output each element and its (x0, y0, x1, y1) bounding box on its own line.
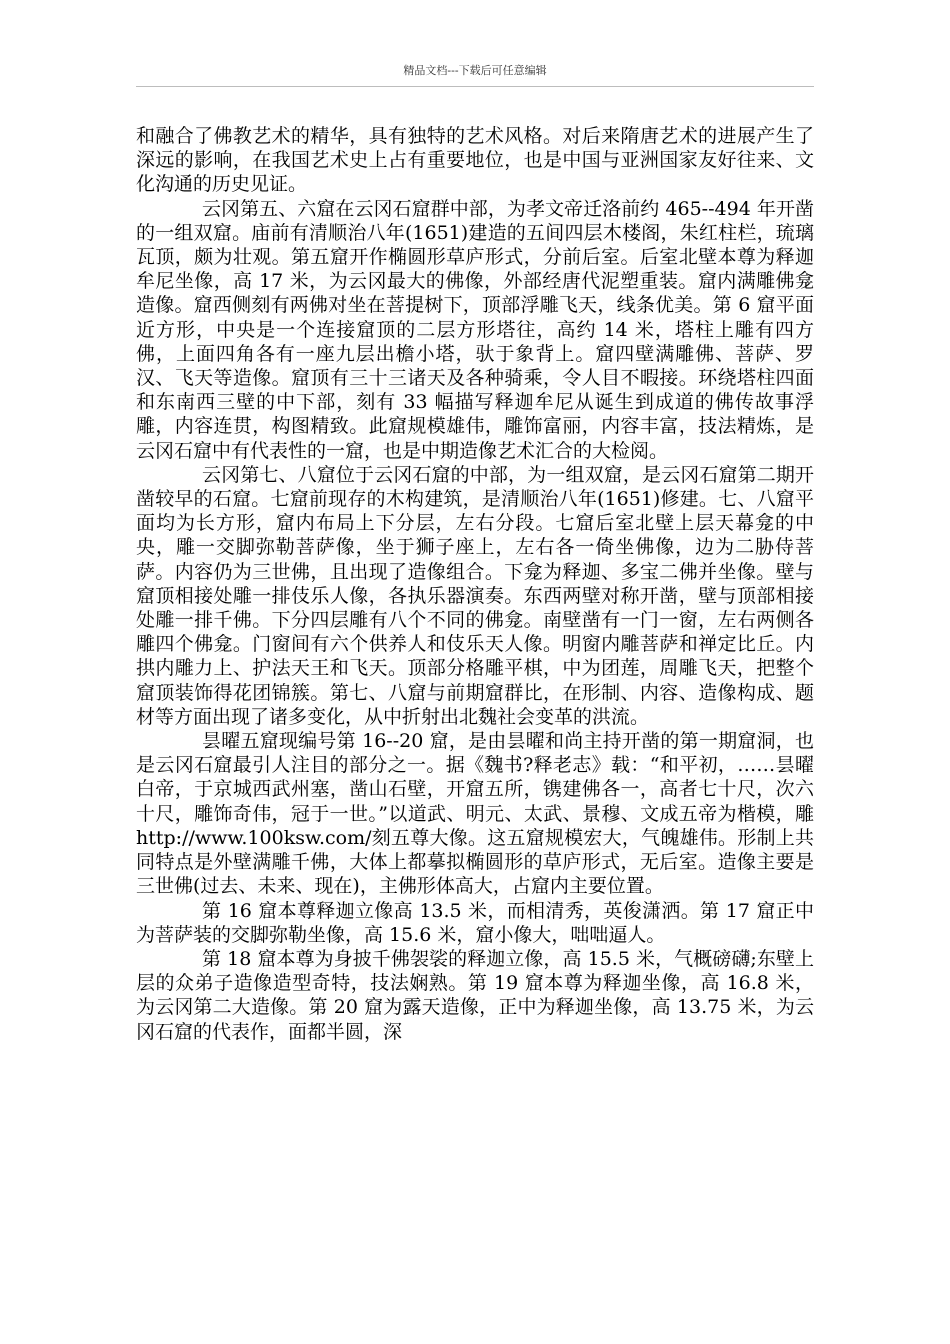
header-divider (136, 86, 814, 87)
page-header: 精品文档---下载后可任意编辑 (403, 64, 547, 77)
paragraph: 云冈第五、六窟在云冈石窟群中部，为孝文帝迁洛前约 465--494 年开凿的一组双窟。庙前有清顺治八年(1651)建造的五间四层木楼阁，朱红柱栏，琉璃瓦顶，颇为壮观。第五窟开作椭圆形草庐形式，分前后室。后室北壁本尊为释迦牟尼坐像，高 17 米，为云冈最大的佛像，外部经唐代泥塑重装。窟内满雕佛龛造像。窟西侧刻有两佛对坐在菩提树下，顶部浮雕飞天，线条优美。第 6 窟平面近方形，中央是一个连接窟顶的二层方形塔往，高约 14 米，塔柱上雕有四方佛，上面四角各有一座九层出檐小塔，驮于象背上。窟四壁满雕佛、菩萨、罗汉、飞天等造像。窟顶有三十三诸天及各种骑乘，令人目不暇接。环绕塔柱四面和东南西三壁的中下部，刻有 33 幅描写释迦牟尼从诞生到成道的佛传故事浮雕，内容连贯，构图精致。此窟规模雄伟，雕饰富丽，内容丰富，技法精炼，是云冈石窟中有代表性的一窟，也是中期造像艺术汇合的大检阅。 (136, 197, 814, 462)
paragraph: 和融合了佛教艺术的精华，具有独特的艺术风格。对后来隋唐艺术的进展产生了深远的影响，在我国艺术史上占有重要地位，也是中国与亚洲国家友好往来、文化沟通的历史见证。 (136, 125, 814, 196)
paragraph: 第 16 窟本尊释迦立像高 13.5 米，而相清秀，英俊潇洒。第 17 窟正中为菩萨装的交脚弥勒坐像，高 15.6 米，窟小像大，咄咄逼人。 (136, 899, 814, 946)
paragraph: 第 18 窟本尊为身披千佛袈裟的释迦立像，高 15.5 米，气概磅礴;东壁上层的众弟子造像造型奇特，技法娴熟。第 19 窟本尊为释迦坐像，高 16.8 米，为云冈第二大造像。第 20 窟为露天造像，正中为释迦坐像，高 13.75 米，为云冈石窟的代表作，面都半圆，深 (136, 947, 814, 1043)
paragraph: 昙曜五窟现编号第 16--20 窟，是由昙曜和尚主持开凿的第一期窟洞，也是云冈石窟最引人注目的部分之一。据《魏书?释老志》载：“和平初，……昙曜白帝，于京城西武州塞，凿山石壁，开窟五所，镌建佛各一，高者七十尺，次六十尺，雕饰奇伟，冠于一世。”以道武、明元、太武、景穆、文成五帝为楷模，雕 http://www.100ksw.com/刻五尊大像。这五窟规模宏大，气魄雄伟。形制上共同特点是外壁满雕千佛，大体上都摹拟椭圆形的草庐形式，无后室。造像主要是三世佛(过去、未来、现在)，主佛形体高大，占窟内主要位置。 (136, 730, 814, 898)
paragraph: 云冈第七、八窟位于云冈石窟的中部，为一组双窟，是云冈石窟第二期开凿较早的石窟。七窟前现存的木构建筑，是清顺治八年(1651)修建。七、八窟平面均为长方形，窟内布局上下分层，左右分段。七窟后室北壁上层天幕龛的中央，雕一交脚弥勒菩萨像，坐于狮子座上，左右各一倚坐佛像，边为二胁侍菩萨。内容仍为三世佛，且出现了造像组合。下龛为释迦、多宝二佛并坐像。壁与窟顶相接处雕一排伎乐人像，各执乐器演奏。东西两壁对称开凿，壁与顶部相接处雕一排千佛。下分四层雕有八个不同的佛龛。南壁凿有一门一窗，左右两侧各雕四个佛龛。门窗间有六个供养人和伎乐天人像。明窗内雕菩萨和禅定比丘。内拱内雕力上、护法天王和飞天。顶部分格雕平棋，中为团莲，周雕飞天，把整个窟顶装饰得花团锦簇。第七、八窟与前期窟群比，在形制、内容、造像构成、题材等方面出现了诸多变化，从中折射出北魏社会变革的洪流。 (136, 463, 814, 728)
document-body (136, 124, 814, 1044)
